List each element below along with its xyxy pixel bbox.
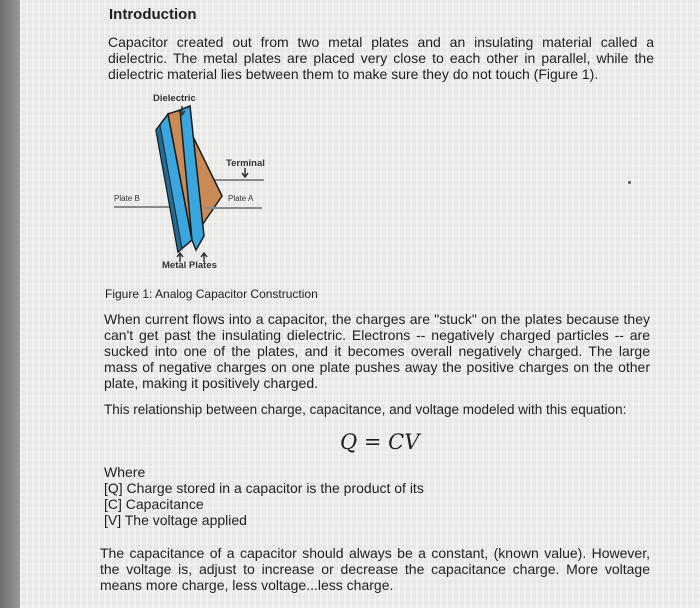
where-list	[104, 464, 424, 528]
section-heading: Introduction	[109, 6, 197, 23]
relationship-paragraph: This relationship between charge, capacitance, and voltage modeled with this equation:	[104, 402, 627, 417]
plate-a-label: Plate A	[228, 194, 254, 203]
speck	[628, 181, 631, 184]
capacitor-diagram	[100, 92, 280, 272]
intro-paragraph: Capacitor created out from two metal plates and an insulating material called a dielectric. The metal plates are placed very close to each other in parallel, while the dielectric material lies between them to make sure they do not touch (Figure 1).	[108, 34, 654, 82]
dielectric-label: Dielectric	[153, 93, 196, 104]
figure-caption: Figure 1: Analog Capacitor Construction	[105, 287, 318, 301]
equation: Q = CV	[340, 430, 420, 454]
plate-b-label: Plate B	[114, 194, 140, 203]
terminal-arrow-icon	[242, 168, 248, 177]
explanation-paragraph: When current flows into a capacitor, the charges are "stuck" on the plates because they can't get past the insulating dielectric. Electrons -- negatively charged particles -- are sucked into one of the plates, and it becomes overall negatively charged. The large mass of negative charges on one plate pushes away the positive charges on the other plate, making it positively charged.	[104, 311, 650, 391]
list-item: [C] Capacitance	[104, 496, 204, 512]
page-left-edge	[0, 0, 20, 608]
conclusion-paragraph: The capacitance of a capacitor should always be a constant, (known value). However, the voltage is, adjust to increase or decrease the capacitance charge. More voltage means more charge, less voltage...less charge.	[100, 545, 650, 593]
metal-plates-label: Metal Plates	[162, 260, 217, 271]
where-intro: Where	[104, 464, 146, 480]
list-item: [Q] Charge stored in a capacitor is the product of its	[104, 480, 424, 496]
terminal-label: Terminal	[226, 158, 265, 169]
list-item: [V] The voltage applied	[104, 512, 247, 528]
